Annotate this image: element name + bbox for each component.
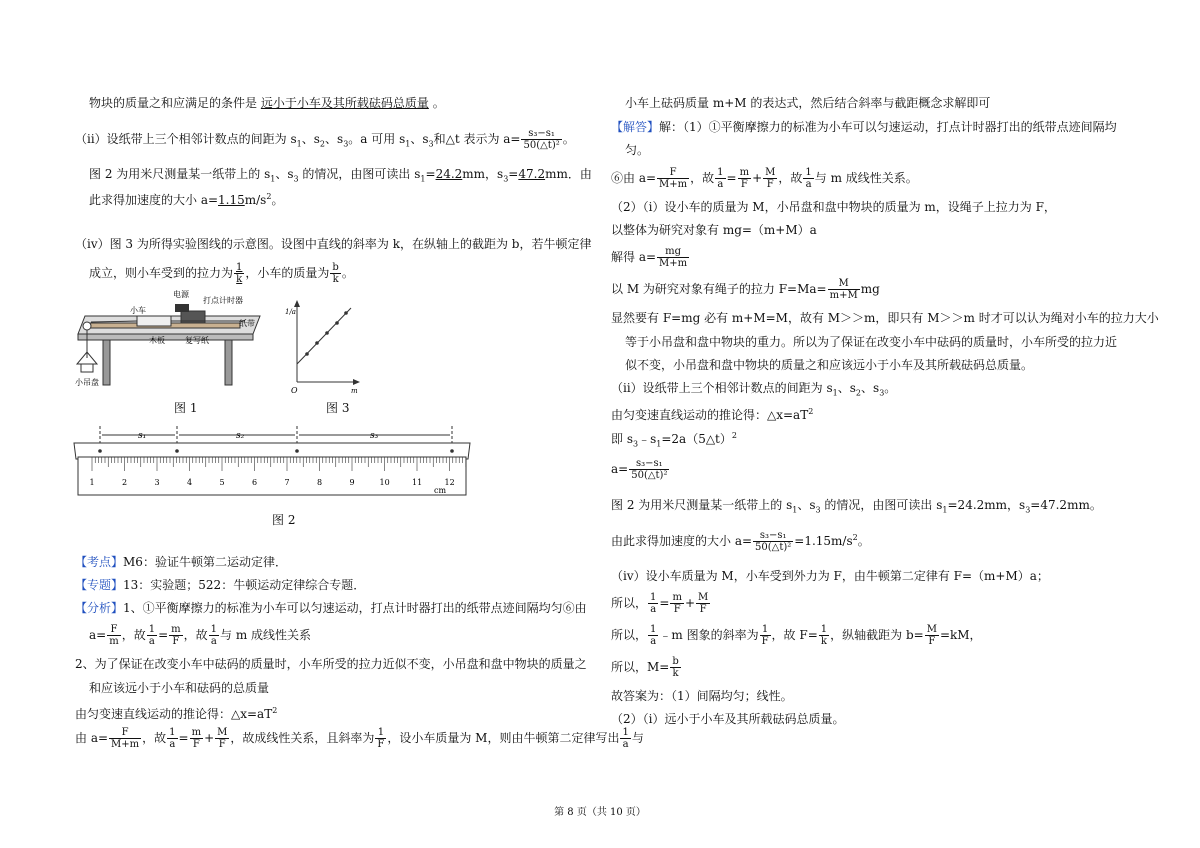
right-line-12: （ⅱ）设纸带上三个相邻计数点的间距为 $s_1$、$s_2$、$s_3$。 xyxy=(611,381,897,398)
ruler-number: 5 xyxy=(219,478,225,487)
right-line-17: 由此求得加速度的大小 a= $\frac{\text{s₃−s₁}}{\text{50(△t)²}}$ $=1.15m/s^2$。 xyxy=(611,530,870,553)
ruler-number: 9 xyxy=(349,478,355,487)
ruler-number: 6 xyxy=(252,478,258,487)
left-line-2: （ⅱ）设纸带上三个相邻计数点的间距为 $s_1$、$s_2$、$s_3$。a 可用 $s_1$、$s_3$和△t 表示为 a= $\frac{\text{s₃−s₁}}{\text{50(△t)²}}$ 。 xyxy=(75,128,575,151)
fenxi-line-6: 由 a= $\frac{F}{M+m}$ ，故 $\frac{1}{a}$ = $\frac{m}{F}$ + $\frac{M}{F}$ ，故成线性关系，且斜率为 $\frac{1}{F}$ ，设小车质量为 M，则由牛顿第二定律写出 $\frac{1}{a}$ 与 xyxy=(75,727,644,750)
ruler-number: 3 xyxy=(154,478,160,487)
right-line-9: 显然要有 F=mg 必有 m+M=M，故有 M＞＞m，即只有 M＞＞m 时才可以认为绳对小车的拉力大小 xyxy=(611,311,1159,325)
fig3-y-label: 1/a xyxy=(285,308,296,316)
fenxi-line-1: 【分析】1、①平衡摩擦力的标准为小车可以匀速运动，打点计时器打出的纸带点迹间隔均匀⑥由 xyxy=(75,601,587,615)
ruler-number: 2 xyxy=(122,478,128,487)
page-footer: 第 8 页（共 10 页） xyxy=(554,807,646,818)
fenxi-line-2: a= $\frac{F}{m}$ ，故 $\frac{1}{a}$ = $\frac{m}{F}$ ，故 $\frac{1}{a}$ 与 m 成线性关系 xyxy=(89,624,312,647)
ruler-number: 4 xyxy=(187,478,193,487)
fig1-label-tape: 纸带 xyxy=(239,319,255,328)
right-line-16: 图 2 为用米尺测量某一纸带上的 $s_1$、$s_3$ 的情况，由图可读出 $s_1=24.2mm$，$s_3=47.2mm$。 xyxy=(611,498,1102,515)
accel-fraction: $\frac{\text{s₃−s₁}}{\text{50(△t)²}}$ xyxy=(523,128,560,151)
figure-1-caption: 图 1 xyxy=(174,401,198,415)
fig1-label-tray: 小吊盘 xyxy=(75,378,99,387)
ruler-unit: cm xyxy=(434,486,447,495)
left-line-3: 图 2 为用米尺测量某一纸带上的 $s_1$、$s_3$ 的情况，由图可读出 $s_1=24.2mm$，$s_3=47.2mm$．由 xyxy=(89,167,592,184)
right-line-19: 所以， $\frac{1}{a}$ = $\frac{m}{F}$ + $\frac{M}{F}$ xyxy=(611,592,709,615)
fig1-label-board: 木板 xyxy=(149,336,165,345)
figure-2-caption: 图 2 xyxy=(272,513,296,527)
fenxi-line-4: 和应该远小于小车和砝码的总质量 xyxy=(89,681,270,695)
right-line-15: a= $\frac{\text{s₃−s₁}}{\text{50(△t)²}}$ xyxy=(611,458,668,481)
ruler-label-s2: s₂ xyxy=(236,431,245,441)
zhuanti-line: 【专题】13：实验题；522：牛顿运动定律综合专题． xyxy=(75,578,366,592)
right-line-1: 小车上砝码质量 m+M 的表达式，然后结合斜率与截距概念求解即可 xyxy=(625,96,991,110)
left-line-6: 成立，则小车受到的拉力为 $\frac{1}{k}$ ，小车的质量为 $\frac{b}{k}$ 。 xyxy=(89,262,354,285)
fig1-label-string: 复写纸 xyxy=(185,336,209,345)
right-line-18: （ⅳ）设小车质量为 M，小车受到外力为 F，由牛顿第二定律有 F=（m+M）a； xyxy=(611,569,1049,583)
right-line-5: （2）（ⅰ）设小车的质量为 M，小吊盘和盘中物块的质量为 m，设绳子上拉力为 F， xyxy=(611,200,1056,214)
left-line-4: 此求得加速度的大小 $a=1.15m/s^2$。 xyxy=(89,192,284,207)
jieda-line: 【解答】解：（1）①平衡摩擦力的标准为小车可以匀速运动，打点计时器打出的纸带点迹间隔均 xyxy=(611,120,1117,134)
right-line-3: 匀。 xyxy=(625,143,650,157)
ruler-number: 12 xyxy=(444,478,455,487)
right-line-21: 所以，M= $\frac{b}{k}$ xyxy=(611,656,679,679)
ruler-number: 10 xyxy=(379,478,390,487)
fenxi-line-5: 由匀变速直线运动的推论得：$\triangle x=aT^2$ xyxy=(75,706,278,721)
right-line-4: ⑥由 a= $\frac{F}{M+m}$ ，故 $\frac{1}{a}$ = $\frac{m}{F}$ + $\frac{M}{F}$ ，故 $\frac{1}{a}$ 与 m 成线性关系。 xyxy=(611,167,918,190)
right-line-10: 等于小吊盘和盘中物块的重力。所以为了保证在改变小车中砝码的质量时，小车所受的拉力近 xyxy=(625,335,1118,349)
ruler-number: 7 xyxy=(284,478,290,487)
ruler-label-s1: s₁ xyxy=(138,431,147,441)
right-line-8: 以 M 为研究对象有绳子的拉力 F=Ma= $\frac{M}{m+M}$ mg xyxy=(611,278,880,301)
kaodian-line: 【考点】M6：验证牛顿第二运动定律． xyxy=(75,555,287,569)
figure-2-ruler xyxy=(72,423,472,498)
ruler-number: 8 xyxy=(317,478,323,487)
fig1-label-power: 电源 xyxy=(173,290,189,299)
ruler-number: 11 xyxy=(412,478,423,487)
right-line-13: 由匀变速直线运动的推论得：$\triangle x=aT^2$ xyxy=(611,407,814,422)
figure-1-apparatus xyxy=(75,286,270,411)
figure-3-graph xyxy=(285,300,360,395)
fig1-label-timer: 打点计时器 xyxy=(203,296,243,305)
left-line-5: （ⅳ）图 3 为所得实验图线的示意图。设图中直线的斜率为 k，在纵轴上的截距为 b，若牛顿定律 xyxy=(75,237,592,251)
right-line-23: （2）（ⅰ）远小于小车及其所载砝码总质量。 xyxy=(611,712,845,726)
fig3-x-label: m xyxy=(351,387,358,395)
right-line-14: 即 $s_3﹣s_1=2a(5\triangle t)^2$ xyxy=(611,431,737,449)
ruler-number: 1 xyxy=(89,478,95,487)
right-line-11: 似不变，小吊盘和盘中物块的质量之和应该远小于小车及其所载砝码总质量。 xyxy=(625,358,1034,372)
right-line-6: 以整体为研究对象有 mg=（m+M）a xyxy=(611,223,817,237)
fig3-origin: O xyxy=(291,386,298,395)
fig1-label-car: 小车 xyxy=(130,306,146,315)
fenxi-line-3: 2、为了保证在改变小车中砝码的质量时，小车所受的拉力近似不变，小吊盘和盘中物块的质量之 xyxy=(75,657,587,671)
right-line-7: 解得 a= $\frac{mg}{M+m}$ xyxy=(611,246,688,269)
right-line-20: 所以， $\frac{1}{a}$ ﹣m 图象的斜率为 $\frac{1}{F}$ ，故 F= $\frac{1}{k}$ ，纵轴截距为 b= $\frac{M}{F}$ =kM， xyxy=(611,624,982,647)
left-line-1: 物块的质量之和应满足的条件是 远小于小车及其所载砝码总质量 。 xyxy=(89,96,445,110)
right-line-22: 故答案为：（1）间隔均匀；线性。 xyxy=(611,689,793,703)
ruler-label-s3: s₃ xyxy=(370,431,379,441)
figure-3-caption: 图 3 xyxy=(326,401,350,415)
